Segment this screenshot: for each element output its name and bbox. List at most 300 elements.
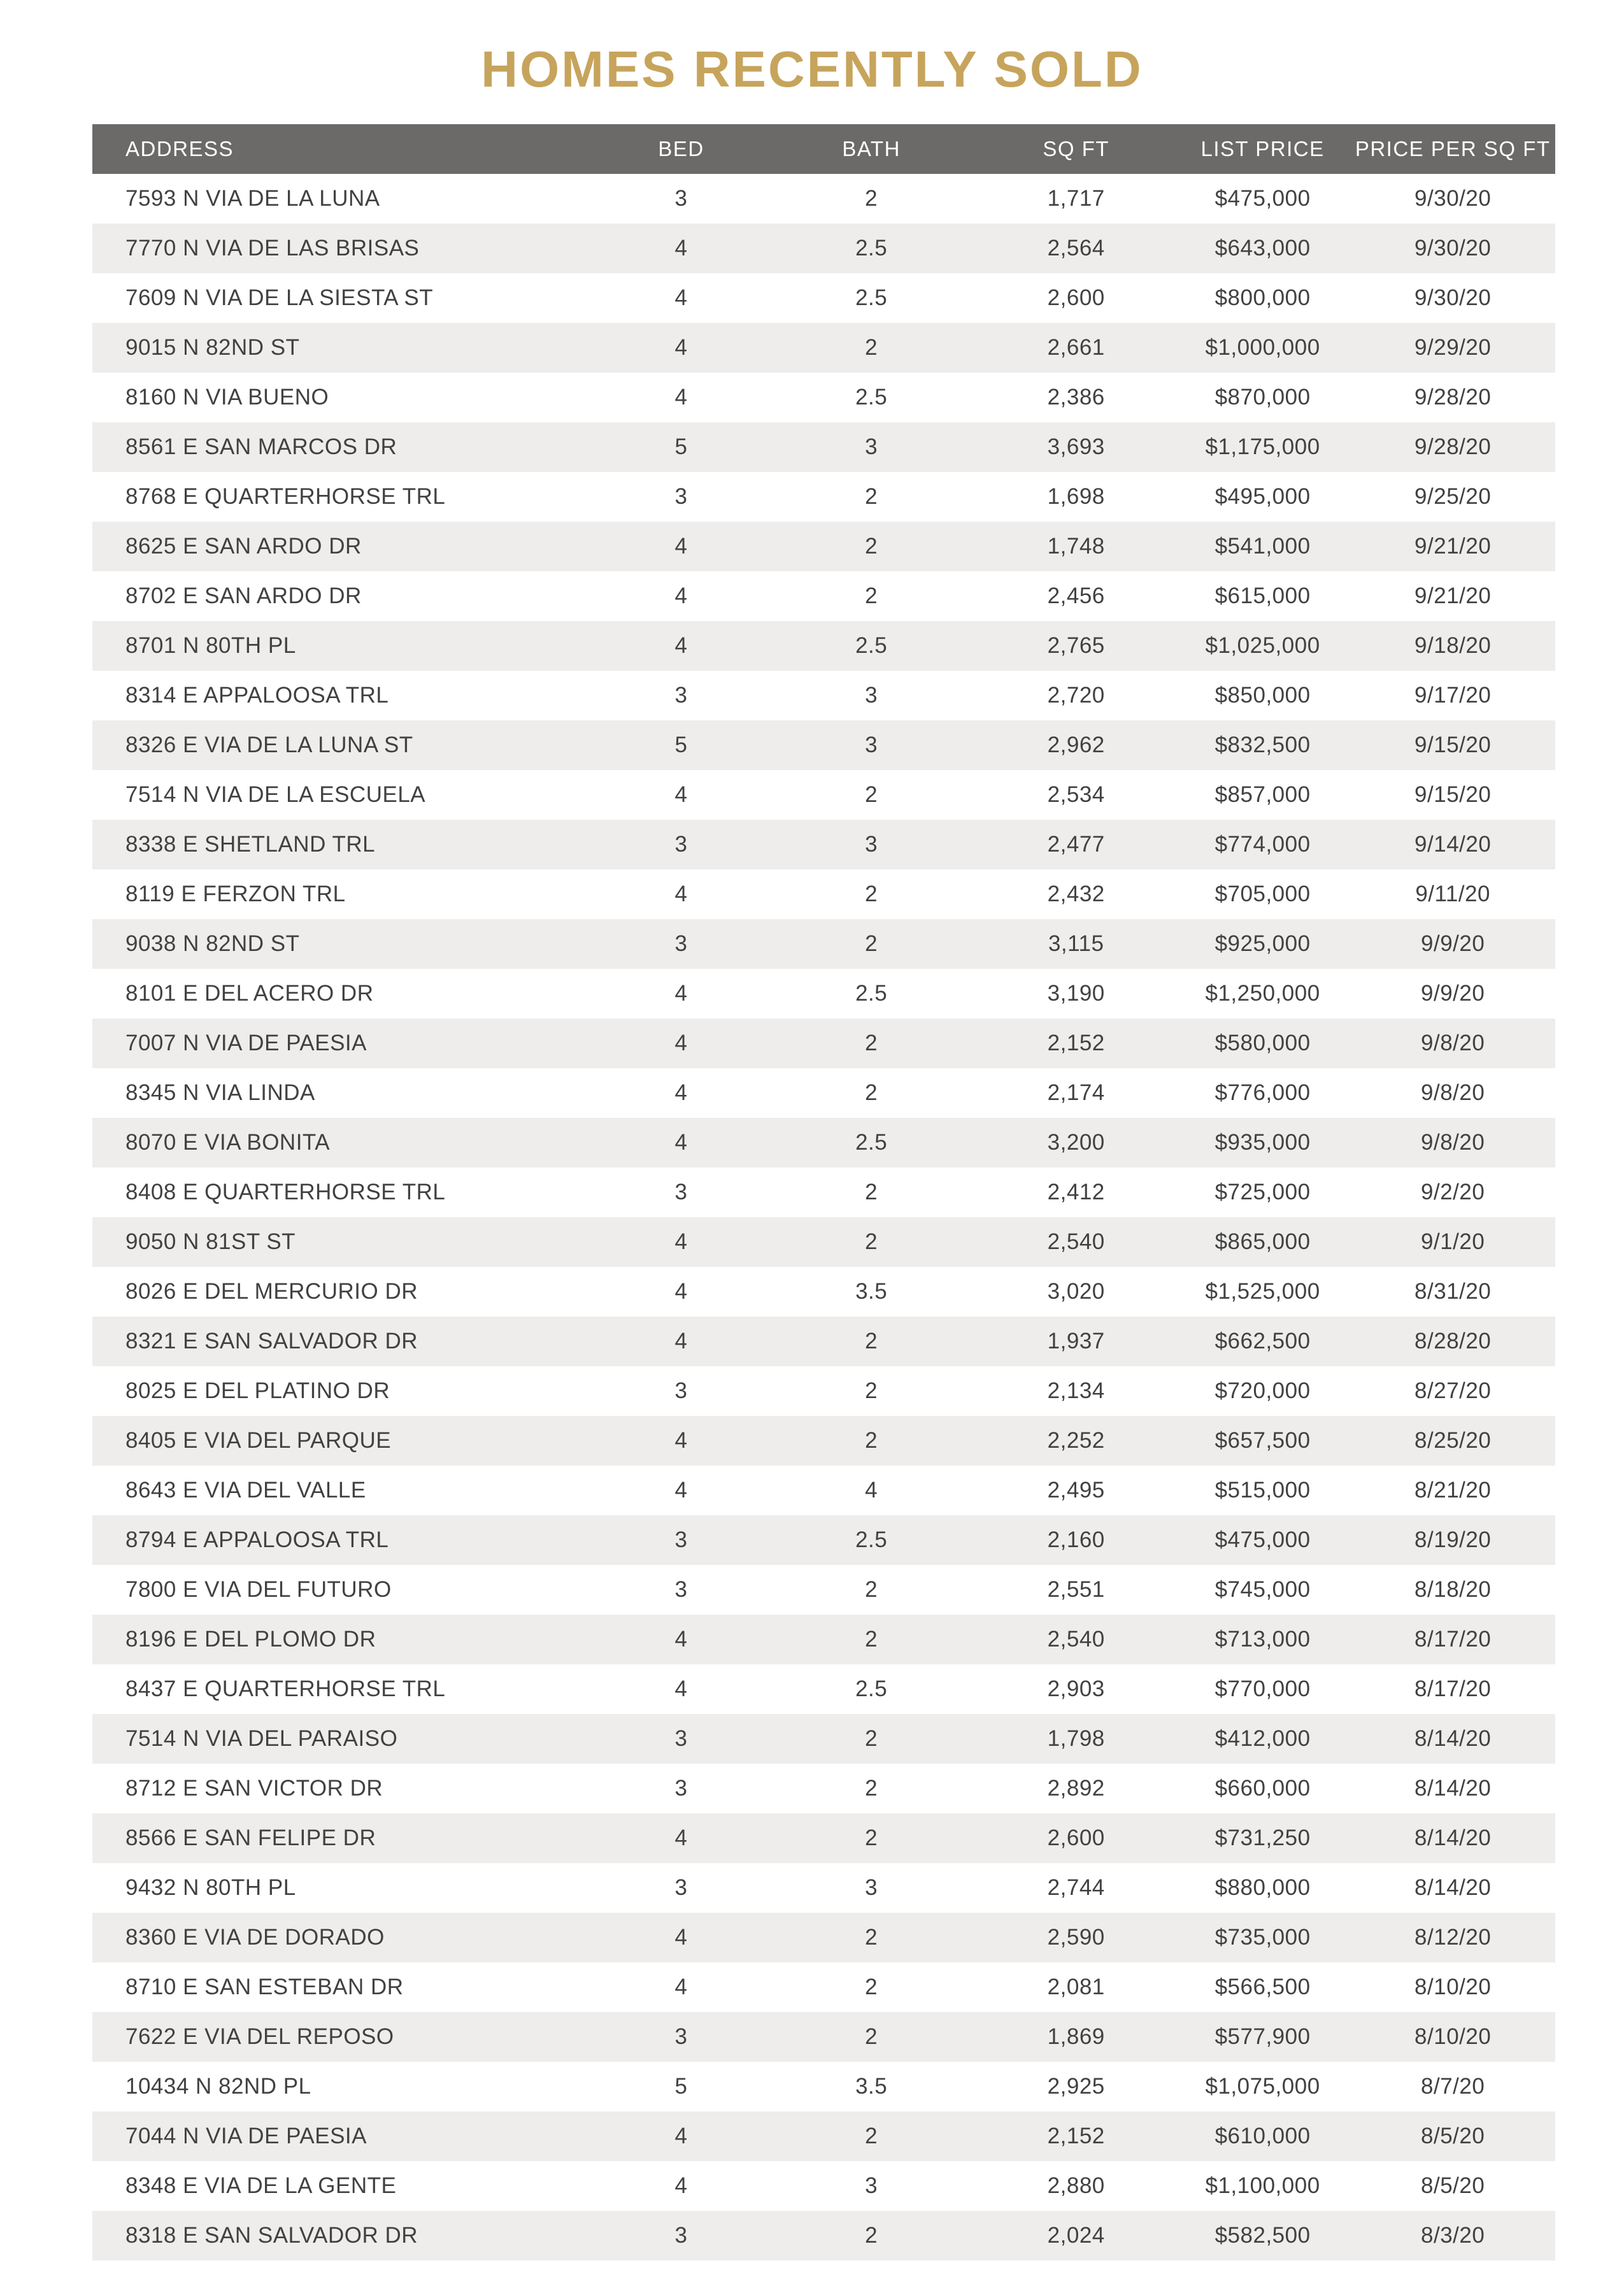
table-row bbox=[92, 522, 1555, 571]
table-row bbox=[92, 1018, 1555, 1068]
cell-sqft: 2,534 bbox=[1047, 782, 1105, 807]
cell-address: 8643 E VIA DEL VALLE bbox=[125, 1478, 366, 1503]
cell-bed: 3 bbox=[674, 1726, 688, 1751]
cell-bath: 2 bbox=[865, 1925, 878, 1950]
cell-list-price: $870,000 bbox=[1214, 385, 1311, 410]
cell-bed: 4 bbox=[674, 1279, 688, 1304]
cell-price-per-sqft: 8/27/20 bbox=[1414, 1378, 1492, 1403]
cell-sqft: 2,880 bbox=[1047, 2173, 1105, 2198]
cell-address: 8561 E SAN MARCOS DR bbox=[125, 434, 397, 459]
cell-bath: 2 bbox=[865, 882, 878, 906]
cell-bath: 3.5 bbox=[855, 2074, 888, 2099]
cell-bath: 2 bbox=[865, 2223, 878, 2248]
cell-bath: 2.5 bbox=[855, 981, 888, 1006]
cell-list-price: $1,025,000 bbox=[1205, 633, 1320, 658]
cell-bed: 3 bbox=[674, 1776, 688, 1801]
table-row bbox=[92, 1962, 1555, 2012]
table-row bbox=[92, 323, 1555, 373]
cell-sqft: 2,152 bbox=[1047, 1031, 1105, 1055]
cell-address: 8338 E SHETLAND TRL bbox=[125, 832, 376, 857]
cell-bed: 4 bbox=[674, 285, 688, 310]
table-row bbox=[92, 1118, 1555, 1168]
table-header bbox=[92, 124, 1555, 174]
table-row bbox=[92, 621, 1555, 671]
cell-list-price: $776,000 bbox=[1214, 1080, 1311, 1105]
cell-sqft: 2,252 bbox=[1047, 1428, 1105, 1453]
cell-address: 8345 N VIA LINDA bbox=[125, 1080, 315, 1105]
cell-address: 7609 N VIA DE LA SIESTA ST bbox=[125, 285, 434, 310]
column-header-bed: BED bbox=[597, 124, 765, 174]
cell-sqft: 1,869 bbox=[1047, 2024, 1105, 2049]
cell-sqft: 2,081 bbox=[1047, 1975, 1105, 1999]
cell-sqft: 3,200 bbox=[1047, 1130, 1105, 1155]
cell-bath: 3 bbox=[865, 832, 878, 857]
cell-price-per-sqft: 9/2/20 bbox=[1421, 1180, 1485, 1204]
cell-address: 8321 E SAN SALVADOR DR bbox=[125, 1329, 418, 1354]
column-header-address: ADDRESS bbox=[92, 124, 597, 174]
table-row bbox=[92, 273, 1555, 323]
cell-bed: 3 bbox=[674, 484, 688, 509]
cell-address: 8318 E SAN SALVADOR DR bbox=[125, 2223, 418, 2248]
table-row bbox=[92, 1913, 1555, 1962]
cell-bed: 4 bbox=[674, 1080, 688, 1105]
cell-bath: 4 bbox=[865, 1478, 878, 1503]
cell-bath: 2 bbox=[865, 782, 878, 807]
cell-price-per-sqft: 8/14/20 bbox=[1414, 1825, 1492, 1850]
cell-price-per-sqft: 9/18/20 bbox=[1414, 633, 1492, 658]
cell-list-price: $1,075,000 bbox=[1205, 2074, 1320, 2099]
cell-bed: 4 bbox=[674, 882, 688, 906]
cell-bath: 2 bbox=[865, 186, 878, 211]
cell-sqft: 2,160 bbox=[1047, 1527, 1105, 1552]
homes-sold-table bbox=[92, 124, 1555, 2261]
table-row bbox=[92, 1366, 1555, 1416]
cell-address: 8701 N 80TH PL bbox=[125, 633, 296, 658]
cell-bath: 2 bbox=[865, 2124, 878, 2148]
table-row bbox=[92, 1664, 1555, 1714]
cell-price-per-sqft: 9/17/20 bbox=[1414, 683, 1492, 708]
cell-sqft: 2,540 bbox=[1047, 1229, 1105, 1254]
cell-price-per-sqft: 9/15/20 bbox=[1414, 782, 1492, 807]
cell-sqft: 2,903 bbox=[1047, 1676, 1105, 1701]
cell-price-per-sqft: 9/9/20 bbox=[1421, 931, 1485, 956]
cell-list-price: $1,175,000 bbox=[1205, 434, 1320, 459]
table-row bbox=[92, 373, 1555, 422]
cell-bath: 2 bbox=[865, 1428, 878, 1453]
cell-list-price: $1,525,000 bbox=[1205, 1279, 1320, 1304]
cell-price-per-sqft: 8/10/20 bbox=[1414, 2024, 1492, 2049]
cell-price-per-sqft: 8/5/20 bbox=[1421, 2173, 1485, 2198]
cell-address: 8712 E SAN VICTOR DR bbox=[125, 1776, 383, 1801]
cell-price-per-sqft: 8/14/20 bbox=[1414, 1776, 1492, 1801]
cell-sqft: 2,540 bbox=[1047, 1627, 1105, 1652]
cell-address: 8360 E VIA DE DORADO bbox=[125, 1925, 385, 1950]
cell-list-price: $1,000,000 bbox=[1205, 335, 1320, 360]
cell-sqft: 2,892 bbox=[1047, 1776, 1105, 1801]
cell-list-price: $857,000 bbox=[1214, 782, 1311, 807]
table-header-row bbox=[92, 124, 1555, 174]
cell-list-price: $850,000 bbox=[1214, 683, 1311, 708]
cell-bath: 2.5 bbox=[855, 385, 888, 410]
cell-price-per-sqft: 9/30/20 bbox=[1414, 186, 1492, 211]
cell-bath: 2 bbox=[865, 1378, 878, 1403]
cell-list-price: $935,000 bbox=[1214, 1130, 1311, 1155]
cell-address: 8119 E FERZON TRL bbox=[125, 882, 346, 906]
cell-list-price: $541,000 bbox=[1214, 534, 1311, 559]
cell-address: 8196 E DEL PLOMO DR bbox=[125, 1627, 376, 1652]
cell-list-price: $660,000 bbox=[1214, 1776, 1311, 1801]
cell-bath: 2 bbox=[865, 1975, 878, 1999]
cell-list-price: $745,000 bbox=[1214, 1577, 1311, 1602]
cell-address: 7770 N VIA DE LAS BRISAS bbox=[125, 236, 420, 261]
table-row bbox=[92, 472, 1555, 522]
cell-list-price: $566,500 bbox=[1214, 1975, 1311, 1999]
cell-bath: 2 bbox=[865, 1726, 878, 1751]
cell-bath: 3 bbox=[865, 434, 878, 459]
cell-bath: 2.5 bbox=[855, 633, 888, 658]
cell-price-per-sqft: 8/14/20 bbox=[1414, 1875, 1492, 1900]
table-row bbox=[92, 1565, 1555, 1615]
table-row bbox=[92, 969, 1555, 1018]
cell-bed: 3 bbox=[674, 1875, 688, 1900]
cell-price-per-sqft: 9/29/20 bbox=[1414, 335, 1492, 360]
cell-price-per-sqft: 8/17/20 bbox=[1414, 1627, 1492, 1652]
cell-list-price: $412,000 bbox=[1214, 1726, 1311, 1751]
cell-list-price: $725,000 bbox=[1214, 1180, 1311, 1204]
cell-list-price: $515,000 bbox=[1214, 1478, 1311, 1503]
cell-bed: 4 bbox=[674, 1428, 688, 1453]
cell-price-per-sqft: 9/8/20 bbox=[1421, 1031, 1485, 1055]
column-header-bath: BATH bbox=[766, 124, 978, 174]
table-row bbox=[92, 820, 1555, 869]
cell-price-per-sqft: 8/3/20 bbox=[1421, 2223, 1485, 2248]
cell-address: 8794 E APPALOOSA TRL bbox=[125, 1527, 389, 1552]
cell-bed: 3 bbox=[674, 1378, 688, 1403]
cell-bed: 4 bbox=[674, 534, 688, 559]
cell-price-per-sqft: 9/1/20 bbox=[1421, 1229, 1485, 1254]
cell-bath: 2 bbox=[865, 1229, 878, 1254]
table-row bbox=[92, 224, 1555, 273]
cell-bath: 3.5 bbox=[855, 1279, 888, 1304]
table-row bbox=[92, 869, 1555, 919]
cell-address: 8070 E VIA BONITA bbox=[125, 1130, 331, 1155]
table-row bbox=[92, 2161, 1555, 2211]
cell-address: 8702 E SAN ARDO DR bbox=[125, 583, 362, 608]
cell-list-price: $865,000 bbox=[1214, 1229, 1311, 1254]
table-row bbox=[92, 1764, 1555, 1813]
cell-list-price: $662,500 bbox=[1214, 1329, 1311, 1354]
cell-bath: 2 bbox=[865, 1627, 878, 1652]
cell-sqft: 2,661 bbox=[1047, 335, 1105, 360]
cell-sqft: 2,765 bbox=[1047, 633, 1105, 658]
cell-sqft: 3,693 bbox=[1047, 434, 1105, 459]
cell-bed: 4 bbox=[674, 236, 688, 261]
cell-price-per-sqft: 8/31/20 bbox=[1414, 1279, 1492, 1304]
cell-bed: 4 bbox=[674, 335, 688, 360]
cell-address: 7007 N VIA DE PAESIA bbox=[125, 1031, 367, 1055]
cell-bath: 2 bbox=[865, 534, 878, 559]
cell-sqft: 2,174 bbox=[1047, 1080, 1105, 1105]
table-row bbox=[92, 770, 1555, 820]
cell-bed: 4 bbox=[674, 2124, 688, 2148]
cell-price-per-sqft: 9/9/20 bbox=[1421, 981, 1485, 1006]
cell-bed: 3 bbox=[674, 832, 688, 857]
table-row bbox=[92, 2012, 1555, 2062]
table-row bbox=[92, 1317, 1555, 1366]
cell-bed: 4 bbox=[674, 633, 688, 658]
cell-bed: 4 bbox=[674, 782, 688, 807]
cell-list-price: $475,000 bbox=[1214, 1527, 1311, 1552]
cell-list-price: $880,000 bbox=[1214, 1875, 1311, 1900]
cell-sqft: 2,477 bbox=[1047, 832, 1105, 857]
cell-list-price: $832,500 bbox=[1214, 732, 1311, 757]
table-row bbox=[92, 1466, 1555, 1515]
cell-sqft: 3,115 bbox=[1048, 931, 1104, 956]
cell-bath: 2 bbox=[865, 1031, 878, 1055]
cell-bath: 2 bbox=[865, 1825, 878, 1850]
table-row bbox=[92, 571, 1555, 621]
cell-bed: 4 bbox=[674, 1229, 688, 1254]
cell-bath: 2 bbox=[865, 1080, 878, 1105]
table-row bbox=[92, 1515, 1555, 1565]
cell-price-per-sqft: 9/14/20 bbox=[1414, 832, 1492, 857]
cell-address: 8710 E SAN ESTEBAN DR bbox=[125, 1975, 404, 1999]
cell-list-price: $1,250,000 bbox=[1205, 981, 1320, 1006]
cell-list-price: $495,000 bbox=[1214, 484, 1311, 509]
cell-sqft: 2,925 bbox=[1047, 2074, 1105, 2099]
table-row bbox=[92, 1267, 1555, 1317]
cell-sqft: 1,698 bbox=[1047, 484, 1105, 509]
column-header-list-price: LIST PRICE bbox=[1175, 124, 1351, 174]
cell-sqft: 1,937 bbox=[1047, 1329, 1105, 1354]
cell-sqft: 2,590 bbox=[1047, 1925, 1105, 1950]
cell-bed: 3 bbox=[674, 1527, 688, 1552]
cell-price-per-sqft: 8/5/20 bbox=[1421, 2124, 1485, 2148]
cell-bed: 4 bbox=[674, 1478, 688, 1503]
cell-list-price: $705,000 bbox=[1214, 882, 1311, 906]
cell-bath: 3 bbox=[865, 683, 878, 708]
cell-address: 7800 E VIA DEL FUTURO bbox=[125, 1577, 392, 1602]
cell-address: 7044 N VIA DE PAESIA bbox=[125, 2124, 367, 2148]
cell-price-per-sqft: 9/30/20 bbox=[1414, 285, 1492, 310]
cell-price-per-sqft: 8/25/20 bbox=[1414, 1428, 1492, 1453]
cell-list-price: $657,500 bbox=[1214, 1428, 1311, 1453]
cell-address: 8326 E VIA DE LA LUNA ST bbox=[125, 732, 413, 757]
cell-address: 7514 N VIA DE LA ESCUELA bbox=[125, 782, 426, 807]
cell-sqft: 2,495 bbox=[1047, 1478, 1105, 1503]
table-row bbox=[92, 720, 1555, 770]
cell-list-price: $925,000 bbox=[1214, 931, 1311, 956]
cell-list-price: $731,250 bbox=[1214, 1825, 1311, 1850]
cell-bath: 2 bbox=[865, 484, 878, 509]
cell-bath: 2 bbox=[865, 931, 878, 956]
cell-bath: 2.5 bbox=[855, 236, 888, 261]
cell-sqft: 2,744 bbox=[1047, 1875, 1105, 1900]
table-body bbox=[92, 174, 1555, 2261]
cell-sqft: 2,600 bbox=[1047, 285, 1105, 310]
cell-price-per-sqft: 9/30/20 bbox=[1414, 236, 1492, 261]
cell-address: 10434 N 82ND PL bbox=[125, 2074, 311, 2099]
cell-address: 8566 E SAN FELIPE DR bbox=[125, 1825, 376, 1850]
table-row bbox=[92, 919, 1555, 969]
cell-list-price: $643,000 bbox=[1214, 236, 1311, 261]
cell-bath: 2 bbox=[865, 1776, 878, 1801]
cell-price-per-sqft: 8/18/20 bbox=[1414, 1577, 1492, 1602]
cell-bed: 4 bbox=[674, 2173, 688, 2198]
column-header-sqft: SQ FT bbox=[978, 124, 1175, 174]
cell-price-per-sqft: 8/10/20 bbox=[1414, 1975, 1492, 1999]
table-row bbox=[92, 2062, 1555, 2111]
cell-address: 8768 E QUARTERHORSE TRL bbox=[125, 484, 446, 509]
cell-price-per-sqft: 9/15/20 bbox=[1414, 732, 1492, 757]
table-row bbox=[92, 1813, 1555, 1863]
table-row bbox=[92, 1168, 1555, 1217]
cell-bed: 3 bbox=[674, 1180, 688, 1204]
cell-price-per-sqft: 8/12/20 bbox=[1414, 1925, 1492, 1950]
cell-price-per-sqft: 8/19/20 bbox=[1414, 1527, 1492, 1552]
cell-bed: 4 bbox=[674, 1975, 688, 1999]
cell-list-price: $720,000 bbox=[1214, 1378, 1311, 1403]
cell-address: 8348 E VIA DE LA GENTE bbox=[125, 2173, 397, 2198]
cell-list-price: $475,000 bbox=[1214, 186, 1311, 211]
cell-bath: 2 bbox=[865, 2024, 878, 2049]
cell-list-price: $774,000 bbox=[1214, 832, 1311, 857]
cell-address: 8437 E QUARTERHORSE TRL bbox=[125, 1676, 446, 1701]
cell-bed: 3 bbox=[674, 186, 688, 211]
cell-sqft: 2,386 bbox=[1047, 385, 1105, 410]
cell-sqft: 2,962 bbox=[1047, 732, 1105, 757]
cell-price-per-sqft: 9/8/20 bbox=[1421, 1080, 1485, 1105]
cell-address: 7593 N VIA DE LA LUNA bbox=[125, 186, 380, 211]
cell-price-per-sqft: 9/21/20 bbox=[1414, 534, 1492, 559]
table-row bbox=[92, 2111, 1555, 2161]
cell-list-price: $610,000 bbox=[1214, 2124, 1311, 2148]
cell-bed: 4 bbox=[674, 1329, 688, 1354]
cell-list-price: $580,000 bbox=[1214, 1031, 1311, 1055]
cell-bath: 3 bbox=[865, 732, 878, 757]
cell-bed: 3 bbox=[674, 931, 688, 956]
cell-bed: 5 bbox=[674, 434, 688, 459]
cell-address: 8405 E VIA DEL PARQUE bbox=[125, 1428, 392, 1453]
cell-price-per-sqft: 9/21/20 bbox=[1414, 583, 1492, 608]
table-row bbox=[92, 174, 1555, 224]
cell-bath: 2.5 bbox=[855, 1527, 888, 1552]
cell-bed: 5 bbox=[674, 732, 688, 757]
cell-address: 8026 E DEL MERCURIO DR bbox=[125, 1279, 418, 1304]
cell-address: 9038 N 82ND ST bbox=[125, 931, 300, 956]
cell-sqft: 2,551 bbox=[1047, 1577, 1105, 1602]
cell-address: 8314 E APPALOOSA TRL bbox=[125, 683, 389, 708]
cell-address: 9015 N 82ND ST bbox=[125, 335, 300, 360]
cell-address: 8160 N VIA BUENO bbox=[125, 385, 329, 410]
cell-sqft: 2,412 bbox=[1047, 1180, 1105, 1204]
cell-price-per-sqft: 9/8/20 bbox=[1421, 1130, 1485, 1155]
cell-bed: 4 bbox=[674, 583, 688, 608]
cell-sqft: 2,134 bbox=[1047, 1378, 1105, 1403]
cell-bath: 3 bbox=[865, 2173, 878, 2198]
table-row bbox=[92, 1863, 1555, 1913]
table-row bbox=[92, 2211, 1555, 2261]
cell-sqft: 2,024 bbox=[1047, 2223, 1105, 2248]
cell-list-price: $770,000 bbox=[1214, 1676, 1311, 1701]
cell-bath: 2 bbox=[865, 1329, 878, 1354]
cell-bed: 5 bbox=[674, 2074, 688, 2099]
cell-bath: 2 bbox=[865, 1577, 878, 1602]
table-row bbox=[92, 1615, 1555, 1664]
cell-sqft: 1,748 bbox=[1047, 534, 1105, 559]
cell-list-price: $800,000 bbox=[1214, 285, 1311, 310]
cell-bath: 2 bbox=[865, 1180, 878, 1204]
cell-sqft: 1,717 bbox=[1047, 186, 1105, 211]
cell-bath: 2.5 bbox=[855, 1130, 888, 1155]
table-row bbox=[92, 1217, 1555, 1267]
cell-bath: 2.5 bbox=[855, 1676, 888, 1701]
cell-bed: 4 bbox=[674, 1925, 688, 1950]
cell-sqft: 2,152 bbox=[1047, 2124, 1105, 2148]
cell-bed: 4 bbox=[674, 1627, 688, 1652]
table-row bbox=[92, 1416, 1555, 1466]
table-row bbox=[92, 1714, 1555, 1764]
cell-price-per-sqft: 9/28/20 bbox=[1414, 434, 1492, 459]
cell-address: 7622 E VIA DEL REPOSO bbox=[125, 2024, 394, 2049]
cell-bed: 3 bbox=[674, 683, 688, 708]
cell-address: 7514 N VIA DEL PARAISO bbox=[125, 1726, 398, 1751]
cell-sqft: 2,564 bbox=[1047, 236, 1105, 261]
cell-sqft: 3,020 bbox=[1047, 1279, 1105, 1304]
table-row bbox=[92, 1068, 1555, 1118]
cell-sqft: 2,720 bbox=[1047, 683, 1105, 708]
cell-bath: 2.5 bbox=[855, 285, 888, 310]
cell-list-price: $615,000 bbox=[1214, 583, 1311, 608]
cell-bed: 3 bbox=[674, 1577, 688, 1602]
cell-list-price: $1,100,000 bbox=[1205, 2173, 1320, 2198]
cell-sqft: 2,432 bbox=[1047, 882, 1105, 906]
cell-address: 8408 E QUARTERHORSE TRL bbox=[125, 1180, 446, 1204]
cell-price-per-sqft: 9/11/20 bbox=[1415, 882, 1491, 906]
cell-address: 8101 E DEL ACERO DR bbox=[125, 981, 374, 1006]
cell-bath: 2 bbox=[865, 583, 878, 608]
cell-sqft: 1,798 bbox=[1047, 1726, 1105, 1751]
cell-price-per-sqft: 8/14/20 bbox=[1414, 1726, 1492, 1751]
cell-price-per-sqft: 8/7/20 bbox=[1421, 2074, 1485, 2099]
table-row bbox=[92, 671, 1555, 720]
cell-address: 8025 E DEL PLATINO DR bbox=[125, 1378, 390, 1403]
cell-bed: 4 bbox=[674, 981, 688, 1006]
cell-list-price: $713,000 bbox=[1214, 1627, 1311, 1652]
cell-bed: 4 bbox=[674, 1130, 688, 1155]
cell-address: 8625 E SAN ARDO DR bbox=[125, 534, 362, 559]
cell-address: 9050 N 81ST ST bbox=[125, 1229, 296, 1254]
cell-price-per-sqft: 8/21/20 bbox=[1414, 1478, 1492, 1503]
cell-bath: 2 bbox=[865, 335, 878, 360]
page-title: HOMES RECENTLY SOLD bbox=[481, 41, 1143, 97]
cell-bath: 3 bbox=[865, 1875, 878, 1900]
column-header-price-per-sqft: PRICE PER SQ FT bbox=[1350, 124, 1555, 174]
cell-bed: 3 bbox=[674, 2223, 688, 2248]
cell-price-per-sqft: 8/28/20 bbox=[1414, 1329, 1492, 1354]
cell-bed: 3 bbox=[674, 2024, 688, 2049]
cell-bed: 4 bbox=[674, 385, 688, 410]
cell-sqft: 3,190 bbox=[1047, 981, 1105, 1006]
cell-list-price: $735,000 bbox=[1214, 1925, 1311, 1950]
cell-bed: 4 bbox=[674, 1825, 688, 1850]
cell-price-per-sqft: 9/25/20 bbox=[1414, 484, 1492, 509]
table-row bbox=[92, 422, 1555, 472]
cell-sqft: 2,600 bbox=[1047, 1825, 1105, 1850]
cell-list-price: $577,900 bbox=[1214, 2024, 1311, 2049]
cell-price-per-sqft: 8/17/20 bbox=[1414, 1676, 1492, 1701]
cell-bed: 4 bbox=[674, 1676, 688, 1701]
